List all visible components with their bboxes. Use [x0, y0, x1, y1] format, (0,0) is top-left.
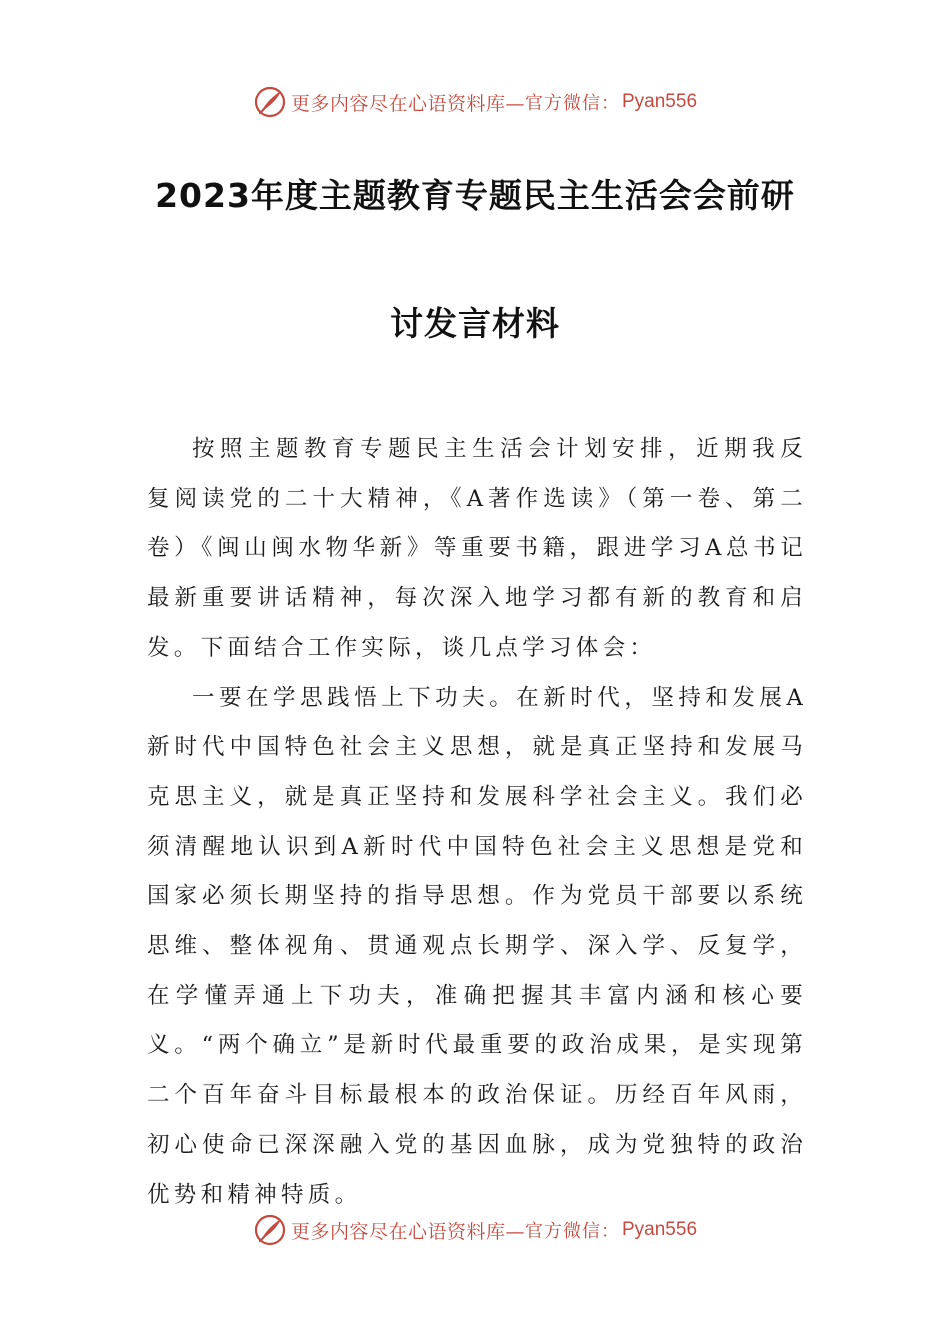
footer-banner [0, 1208, 950, 1252]
brand-text: 更多内容尽在心语资料库— [290, 92, 525, 115]
wechat-id: Pyan556 [622, 91, 698, 112]
wechat-label: 官方微信： [525, 93, 620, 114]
brand-text: 更多内容尽在心语资料库— [290, 1220, 525, 1243]
header-banner [0, 80, 950, 124]
document-title-line-2: 讨发言材料 [390, 304, 560, 343]
wechat-id: Pyan556 [622, 1219, 698, 1240]
quill-logo-icon [253, 1213, 287, 1247]
paragraph-intro: 按照主题教育专题民主生活会计划安排，近期我反复阅读党的二十大精神，《A著作选读》（第一卷、第二卷）《闽山闽水物华新》等重要书籍，跟进学习A总书记最新重要讲话精神，每次深入地学习都有新的教育和启发。下面结合工作实际，谈几点学习体会： [147, 436, 807, 661]
document-title-line-1: 2023年度主题教育专题民主生活会会前研 [155, 176, 795, 215]
paragraph-point-one: 一要在学思践悟上下功夫。在新时代，坚持和发展A新时代中国特色社会主义思想，就是真正坚持和发展马克思主义，就是真正坚持和发展科学社会主义。我们必须清醒地认识到A新时代中国特色社会主义思想是党和国家必须长期坚持的指导思想。作为党员干部要以系统思维、整体视角、贯通观点长期学、深入学、反复学，在学懂弄通上下功夫，准确把握其丰富内涵和核心要义。“两个确立”是新时代最重要的政治成果，是实现第二个百年奋斗目标最根本的政治保证。历经百年风雨，初心使命已深深融入党的基因血脉，成为党独特的政治优势和精神特质。 [147, 684, 807, 1208]
wechat-label: 官方微信： [525, 1221, 620, 1242]
document-body [147, 425, 807, 1220]
quill-logo-icon [253, 85, 287, 119]
